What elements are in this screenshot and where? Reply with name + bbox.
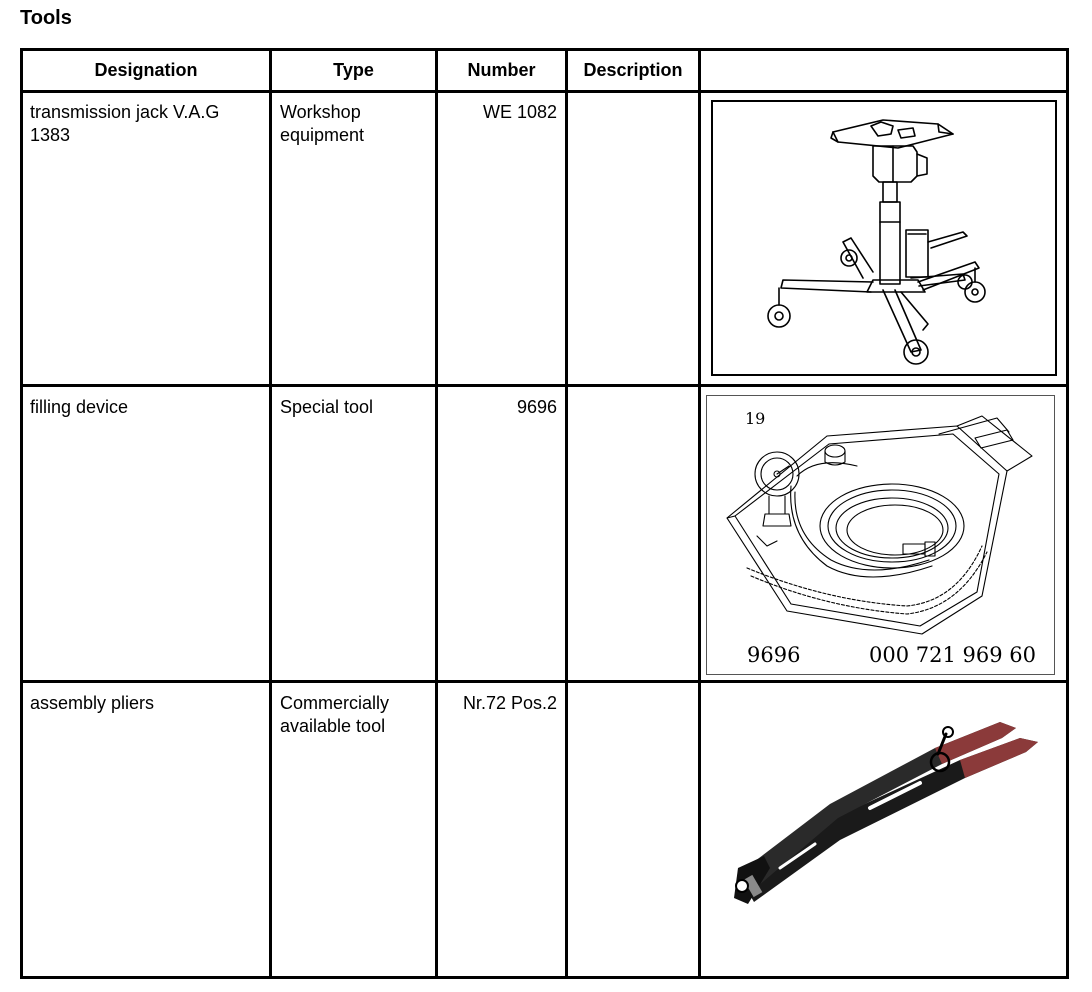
table-border-left <box>20 48 23 979</box>
cell-type: Commercially available tool <box>280 693 390 736</box>
cell-designation: filling device <box>30 397 129 417</box>
cell-number: Nr.72 Pos.2 <box>462 693 557 713</box>
image-label-part-number: 000 721 969 60 <box>869 643 1036 667</box>
column-divider <box>435 48 438 979</box>
table-border-right <box>1066 48 1069 979</box>
transmission-jack-illustration <box>711 100 1057 376</box>
assembly-pliers-illustration <box>720 718 1050 928</box>
cell-number: 9696 <box>516 397 557 417</box>
page-title: Tools <box>20 7 72 29</box>
table-border-bottom <box>20 976 1069 979</box>
header-divider <box>20 90 1069 93</box>
image-label-figure-number: 19 <box>745 409 766 428</box>
cell-type: Workshop equipment <box>280 102 365 145</box>
filling-device-illustration <box>706 395 1055 675</box>
header-type: Type <box>333 60 374 80</box>
column-divider <box>269 48 272 979</box>
row-divider <box>20 680 1069 683</box>
cell-designation: transmission jack V.A.G 1383 <box>30 102 220 145</box>
header-number: Number <box>467 60 536 80</box>
column-divider <box>698 48 701 979</box>
header-description: Description <box>583 60 683 80</box>
cell-type: Special tool <box>280 397 374 417</box>
image-label-tool-number: 9696 <box>747 643 801 667</box>
column-divider <box>565 48 568 979</box>
tools-table <box>20 48 1069 979</box>
header-image <box>701 51 1066 90</box>
header-designation: Designation <box>94 60 198 80</box>
row-divider <box>20 384 1069 387</box>
cell-number: WE 1082 <box>482 102 557 122</box>
cell-designation: assembly pliers <box>30 693 155 713</box>
